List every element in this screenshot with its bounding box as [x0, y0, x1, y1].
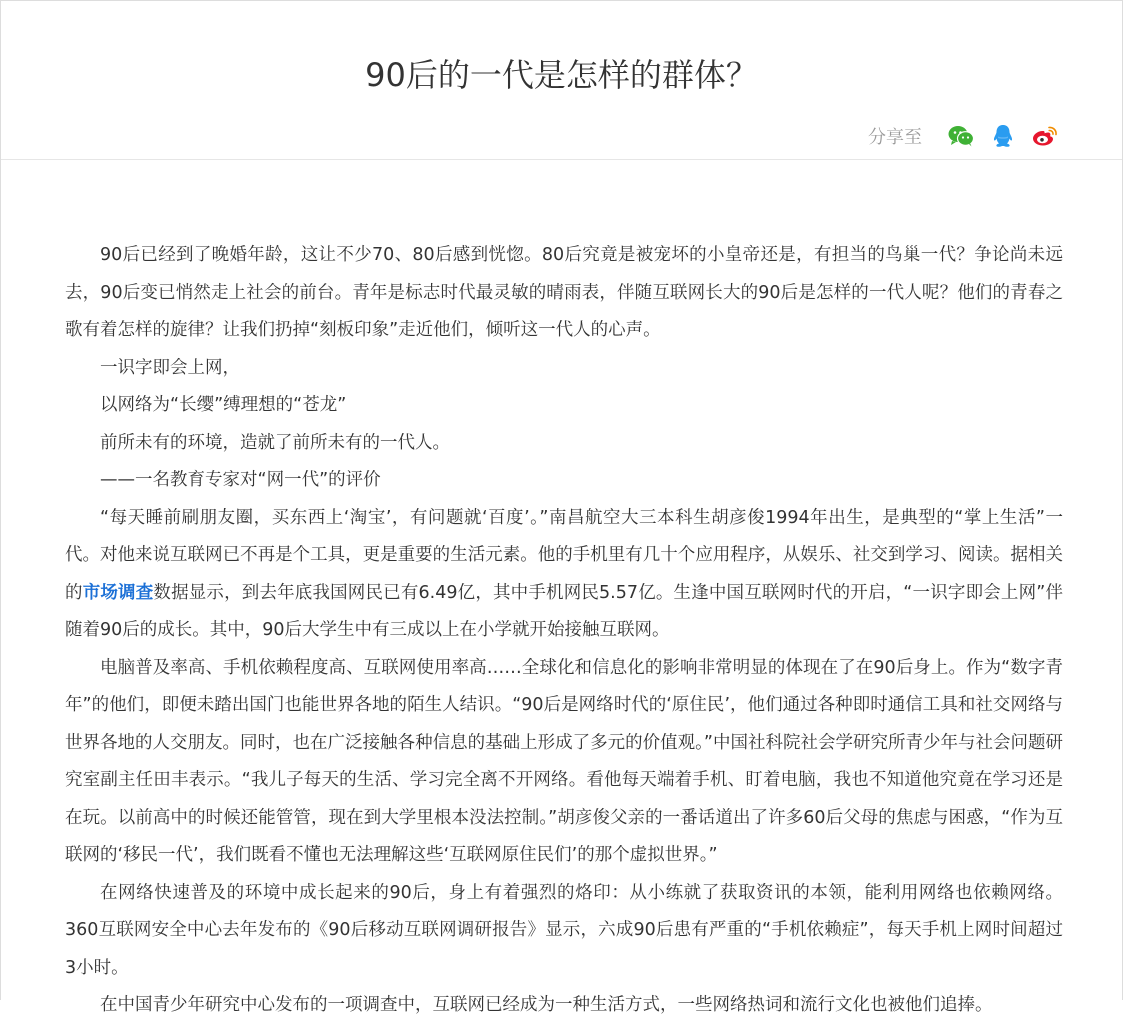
- paragraph-with-link: [65, 500, 1063, 650]
- paragraph: 以网络为“长缨”缚理想的“苍龙”: [100, 395, 347, 415]
- paragraph-text: 数据显示，到去年底我国网民已有6.49亿，其中手机网民5.57亿。生逢中国互联网时代的开启，“一识字即会上网”伴随着90后的成长。其中，90后大学生中有三成以上在小学就开始接触互联网。: [65, 582, 1064, 640]
- article-body: [65, 237, 1063, 1025]
- paragraph: 一识字即会上网，: [100, 357, 240, 378]
- share-bar: [868, 121, 1060, 151]
- qq-icon[interactable]: [988, 121, 1018, 151]
- article-title: 90后的一代是怎样的群体？: [365, 56, 758, 94]
- paragraph: 在中国青少年研究中心发布的一项调查中，互联网已经成为一种生活方式，一些网络热词和流行文化也被他们追捧。: [100, 995, 993, 1015]
- paragraph-text: “每天睡前刷朋友圈，买东西上‘淘宝’，有问题就‘百度’。”南昌航空大三本科生胡彦俊1994年出生，是典型的“掌上生活”一代。对他来说互联网已不再是个工具，更是重要的生活元素。他的手机里有几十个应用程序，从娱乐、社交到学习、阅读。据相关的: [65, 507, 1063, 603]
- paragraph: ——一名教育专家对“网一代”的评价: [100, 470, 381, 490]
- share-label: 分享至: [868, 127, 922, 148]
- weibo-icon[interactable]: [1030, 121, 1060, 151]
- paragraph: 电脑普及率高、手机依赖程度高、互联网使用率高……全球化和信息化的影响非常明显的体现在了在90后身上。作为“数字青年”的他们，即便未踏出国门也能世界各地的陌生人结识。“90后是网络时代的‘原住民’，他们通过各种即时通信工具和社交网络与世界各地的人交朋友。同时，也在广泛接触各种信息的基础上形成了多元的价值观。”中国社科院社会学研究所青少年与社会问题研究室副主任田丰表示。“我儿子每天的生活、学习完全离不开网络。看他每天端着手机、盯着电脑，我也不知道他究竟在学习还是在玩。以前高中的时候还能管管，现在到大学里根本没法控制。”胡彦俊父亲的一番话道出了许多60后父母的焦虑与困惑，“作为互联网的‘移民一代’，我们既看不懂也无法理解这些‘互联网原住民们’的那个虚拟世界。”: [65, 657, 1063, 865]
- paragraph: 前所未有的环境，造就了前所未有的一代人。: [100, 432, 450, 453]
- wechat-icon[interactable]: [946, 121, 976, 151]
- paragraph: 在网络快速普及的环境中成长起来的90后，身上有着强烈的烙印：从小练就了获取资讯的本领，能利用网络也依赖网络。360互联网安全中心去年发布的《90后移动互联网调研报告》显示，六成90后患有严重的“手机依赖症”，每天手机上网时间超过3小时。: [65, 882, 1063, 978]
- market-research-link[interactable]: 市场调查: [82, 582, 154, 603]
- paragraph: 90后已经到了晚婚年龄，这让不少70、80后感到恍惚。80后究竟是被宠坏的小皇帝还是，有担当的鸟巢一代？争论尚未远去，90后变已悄然走上社会的前台。青年是标志时代最灵敏的晴雨表，伴随互联网长大的90后是怎样的一代人呢？他们的青春之歌有着怎样的旋律？让我们扔掉“刻板印象”走近他们，倾听这一代人的心声。: [65, 245, 1063, 340]
- article-header: [1, 1, 1122, 160]
